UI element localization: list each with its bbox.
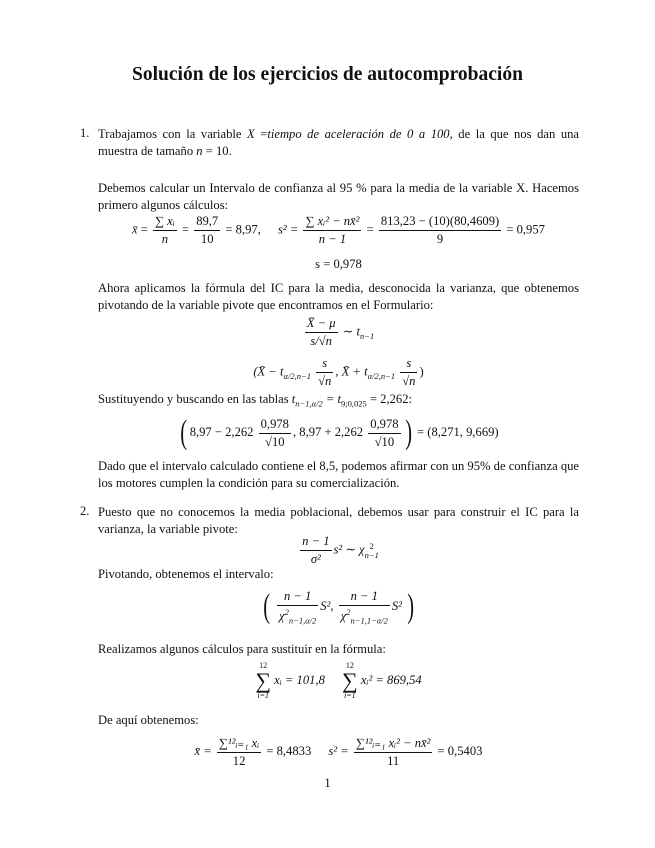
math: = t [322, 392, 342, 406]
fraction: $\frac{n - 1}{\chi^2_{n-1,1-\alpha/2}}$ [340, 588, 388, 626]
math: = [181, 222, 193, 237]
paragraph: Pivotando, obtenemos el intervalo: [98, 567, 274, 581]
paren: ) [404, 414, 412, 451]
math: xᵢ² = 869,54 [360, 672, 422, 687]
equation-chi-pivot [98, 534, 579, 567]
math: ) [419, 364, 424, 379]
equation-chi-interval [98, 588, 579, 626]
denominator: n [161, 232, 169, 246]
text: = 10. [202, 143, 232, 158]
math: X [247, 127, 255, 141]
chi: χ [279, 608, 285, 623]
denominator: √10 [374, 434, 395, 449]
denominator: 10 [200, 232, 214, 246]
numerator: 0,978 [368, 417, 400, 434]
math: , 8,97 + 2,262 [292, 424, 364, 439]
text: Trabajamos con la variable [98, 127, 247, 141]
subscript: α/2,n−1 [367, 370, 396, 381]
denominator: σ² [310, 552, 321, 566]
paren: ( [180, 414, 188, 451]
math: s² ∼ χ [333, 542, 365, 557]
item-number: 1. [80, 126, 90, 140]
math: S² [320, 598, 331, 613]
math: , [330, 598, 337, 613]
math: S² [391, 598, 402, 613]
denominator: 11 [387, 754, 400, 768]
upper-limit: 12 [345, 661, 354, 670]
fraction: $\frac{n - 1}{\chi^2_{n-1,\alpha/2}}$ [279, 588, 317, 626]
fraction [153, 214, 177, 247]
math: t [291, 392, 296, 406]
denominator: 9 [436, 232, 444, 246]
math: s² = [278, 222, 302, 237]
fraction [379, 214, 501, 247]
fraction [194, 214, 220, 247]
math: = [137, 222, 152, 237]
paragraph: Dado que el intervalo calculado contiene el 8,5, podemos afirmar con un 95% de confianza que los motores cumplen la condición para su comercialización. [98, 459, 579, 490]
fraction [400, 356, 417, 389]
equation-s: s = 0,978 [315, 257, 362, 271]
fraction [300, 534, 331, 567]
equation-ci-result [98, 414, 579, 452]
numerator: ∑¹²ᵢ₌₁ xᵢ² − nx̄² [354, 735, 433, 753]
math: x̄ [132, 222, 138, 237]
subscript: n−1,α/2 [288, 615, 317, 626]
fraction [354, 735, 433, 769]
numerator: ∑ xᵢ [153, 214, 177, 231]
math: = 8,4833 [263, 743, 312, 758]
text: = 2,262: [366, 392, 412, 406]
item-number: 2. [80, 504, 90, 518]
math: = [366, 222, 377, 237]
numerator: 0,978 [259, 417, 291, 434]
lower-limit: i=1 [257, 691, 269, 700]
text: Sustituyendo y buscando en las tablas [98, 392, 292, 406]
denominator: √n [318, 374, 332, 388]
math: 8,97 − 2,262 [189, 424, 254, 439]
equation-ci-formula [98, 356, 579, 389]
subscript: α/2,n−1 [283, 370, 311, 381]
math: = 0,957 [506, 222, 545, 237]
math: s² = [328, 743, 352, 758]
math: x̄ = [194, 743, 215, 758]
math: = 0,5403 [434, 743, 483, 758]
fraction [303, 214, 361, 247]
numerator: X̄ − μ [305, 316, 338, 333]
math: = 8,97, [225, 222, 261, 237]
subscript: n−1 [364, 549, 379, 560]
paragraph [98, 391, 579, 412]
sum-symbol: 12 ∑ i=1 [255, 661, 271, 700]
denominator: s/√n [310, 334, 332, 348]
numerator: n − 1 [300, 534, 331, 551]
subscript: n−1,α/2 [295, 398, 323, 409]
math: n [196, 143, 203, 158]
paren: ( [262, 588, 270, 625]
denominator: √10 [265, 434, 285, 449]
numerator: 89,7 [194, 214, 220, 231]
math: xᵢ = 101,8 [274, 672, 325, 687]
lower-limit: i=1 [344, 691, 356, 700]
item1-intro [98, 126, 579, 159]
paren: ) [407, 588, 415, 625]
subscript: 9;0,025 [341, 398, 367, 409]
paragraph: Debemos calcular un Intervalo de confianza al 95 % para la media de la variable X. Hacemos primero algunos cálculos: [98, 181, 579, 212]
numerator: ∑ xᵢ² − nx̄² [303, 214, 361, 231]
equation-mean-variance [98, 214, 579, 247]
page-number: 1 [324, 776, 331, 790]
superscript: 2 [369, 541, 374, 551]
upper-limit: 12 [259, 661, 268, 670]
denominator: √n [402, 374, 416, 388]
math: , X̄ + t [335, 364, 368, 379]
numerator: n − 1 [277, 589, 318, 606]
paragraph: Puesto que no conocemos la media poblacional, debemos usar para construir el IC para la varianza, la variable pivote: [98, 505, 579, 536]
fraction [217, 735, 261, 769]
subscript: n−1 [359, 330, 375, 341]
fraction [305, 316, 338, 349]
numerator: 813,23 − (10)(80,4609) [379, 214, 501, 231]
subscript: n−1,1−α/2 [350, 615, 388, 626]
numerator: s [316, 356, 333, 373]
numerator: s [400, 356, 417, 373]
math: (X̄ − t [253, 364, 284, 379]
equation-pivot [98, 316, 579, 349]
equation-sums [98, 662, 579, 700]
denominator: n − 1 [318, 232, 347, 246]
math: = (8,271, 9,669) [413, 424, 499, 439]
denominator: 12 [232, 754, 246, 768]
paragraph: Realizamos algunos cálculos para sustituir en la fórmula: [98, 642, 386, 656]
chi: χ [340, 608, 347, 623]
sum-symbol: 12 ∑ i=1 [342, 661, 358, 700]
fraction [259, 417, 291, 450]
text: , de la que nos dan una muestra de tamaño [98, 127, 580, 158]
fraction [368, 417, 400, 450]
math: ∼ t [339, 324, 360, 339]
italic-text: tiempo de aceleración de 0 a 100 [267, 127, 450, 141]
page-title: Solución de los ejercicios de autocomprobación [132, 64, 523, 85]
paragraph: De aquí obtenemos: [98, 713, 199, 727]
text: = [254, 127, 268, 141]
fraction [316, 356, 333, 389]
equation-final [98, 735, 579, 769]
numerator: n − 1 [339, 589, 390, 606]
paragraph: Ahora aplicamos la fórmula del IC para la media, desconocida la varianza, que obtenemos pivotando de la variable pivote que encontramos en el Formulario: [98, 281, 579, 312]
numerator: ∑¹²ᵢ₌₁ xᵢ [217, 735, 261, 753]
